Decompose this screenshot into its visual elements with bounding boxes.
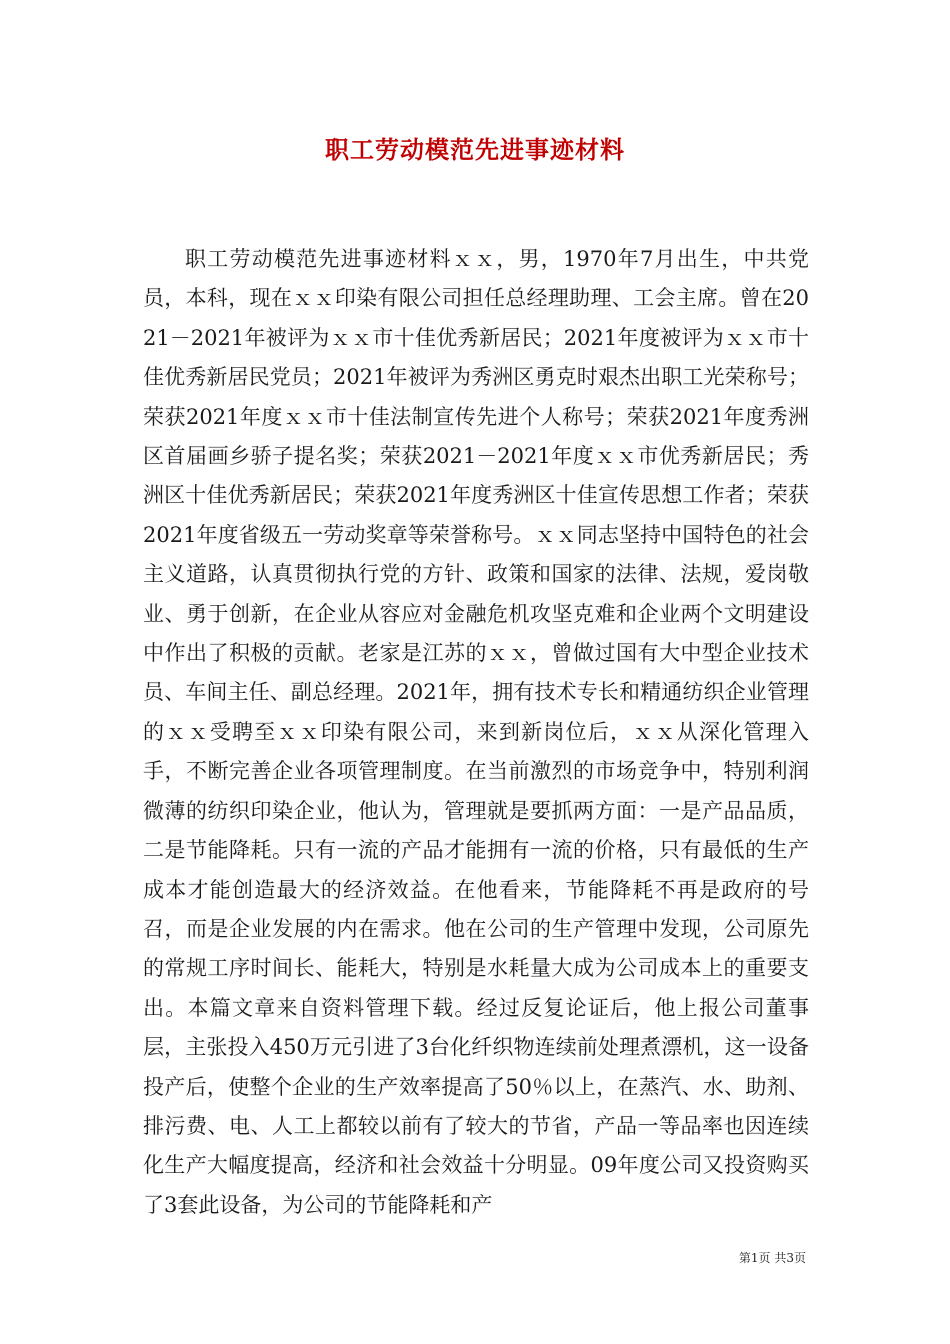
document-body-paragraph: 职工劳动模范先进事迹材料ｘｘ，男，1970年7月出生，中共党员，本科，现在ｘｘ印染有限公司担任总经理助理、工会主席。曾在2021－2021年被评为ｘｘ市十佳优秀新居民；2021年度被评为ｘｘ市十佳优秀新居民党员；2021年被评为秀洲区勇克时艰杰出职工光荣称号；荣获2021年度ｘｘ市十佳法制宣传先进个人称号；荣获2021年度秀洲区首届画乡骄子提名奖；荣获2021－2021年度ｘｘ市优秀新居民；秀洲区十佳优秀新居民；荣获2021年度秀洲区十佳宣传思想工作者；荣获2021年度省级五一劳动奖章等荣誉称号。ｘｘ同志坚持中国特色的社会主义道路，认真贯彻执行党的方针、政策和国家的法律、法规，爱岗敬业、勇于创新，在企业从容应对金融危机攻坚克难和企业两个文明建设中作出了积极的贡献。老家是江苏的ｘｘ，曾做过国有大中型企业技术员、车间主任、副总经理。2021年，拥有技术专长和精通纺织企业管理的ｘｘ受聘至ｘｘ印染有限公司，来到新岗位后，ｘｘ从深化管理入手，不断完善企业各项管理制度。在当前激烈的市场竞争中，特别利润微薄的纺织印染企业，他认为，管理就是要抓两方面：一是产品品质，二是节能降耗。只有一流的产品才能拥有一流的价格，只有最低的生产成本才能创造最大的经济效益。在他看来，节能降耗不再是政府的号召，而是企业发展的内在需求。他在公司的生产管理中发现，公司原先的常规工序时间长、能耗大，特别是水耗量大成为公司成本上的重要支出。本篇文章来自资料管理下载。经过反复论证后，他上报公司董事层，主张投入450万元引进了3台化纤织物连续前处理煮漂机，这一设备投产后，使整个企业的生产效率提高了50％以上，在蒸汽、水、助剂、排污费、电、人工上都较以前有了较大的节省，产品一等品率也因连续化生产大幅度提高，经济和社会效益十分明显。09年度公司又投资购买了3套此设备，为公司的节能降耗和产 (143, 247, 809, 1217)
page-number-footer: 第1页 共3页 (738, 1251, 806, 1265)
document-title: 职工劳动模范先进事迹材料 (325, 135, 625, 164)
